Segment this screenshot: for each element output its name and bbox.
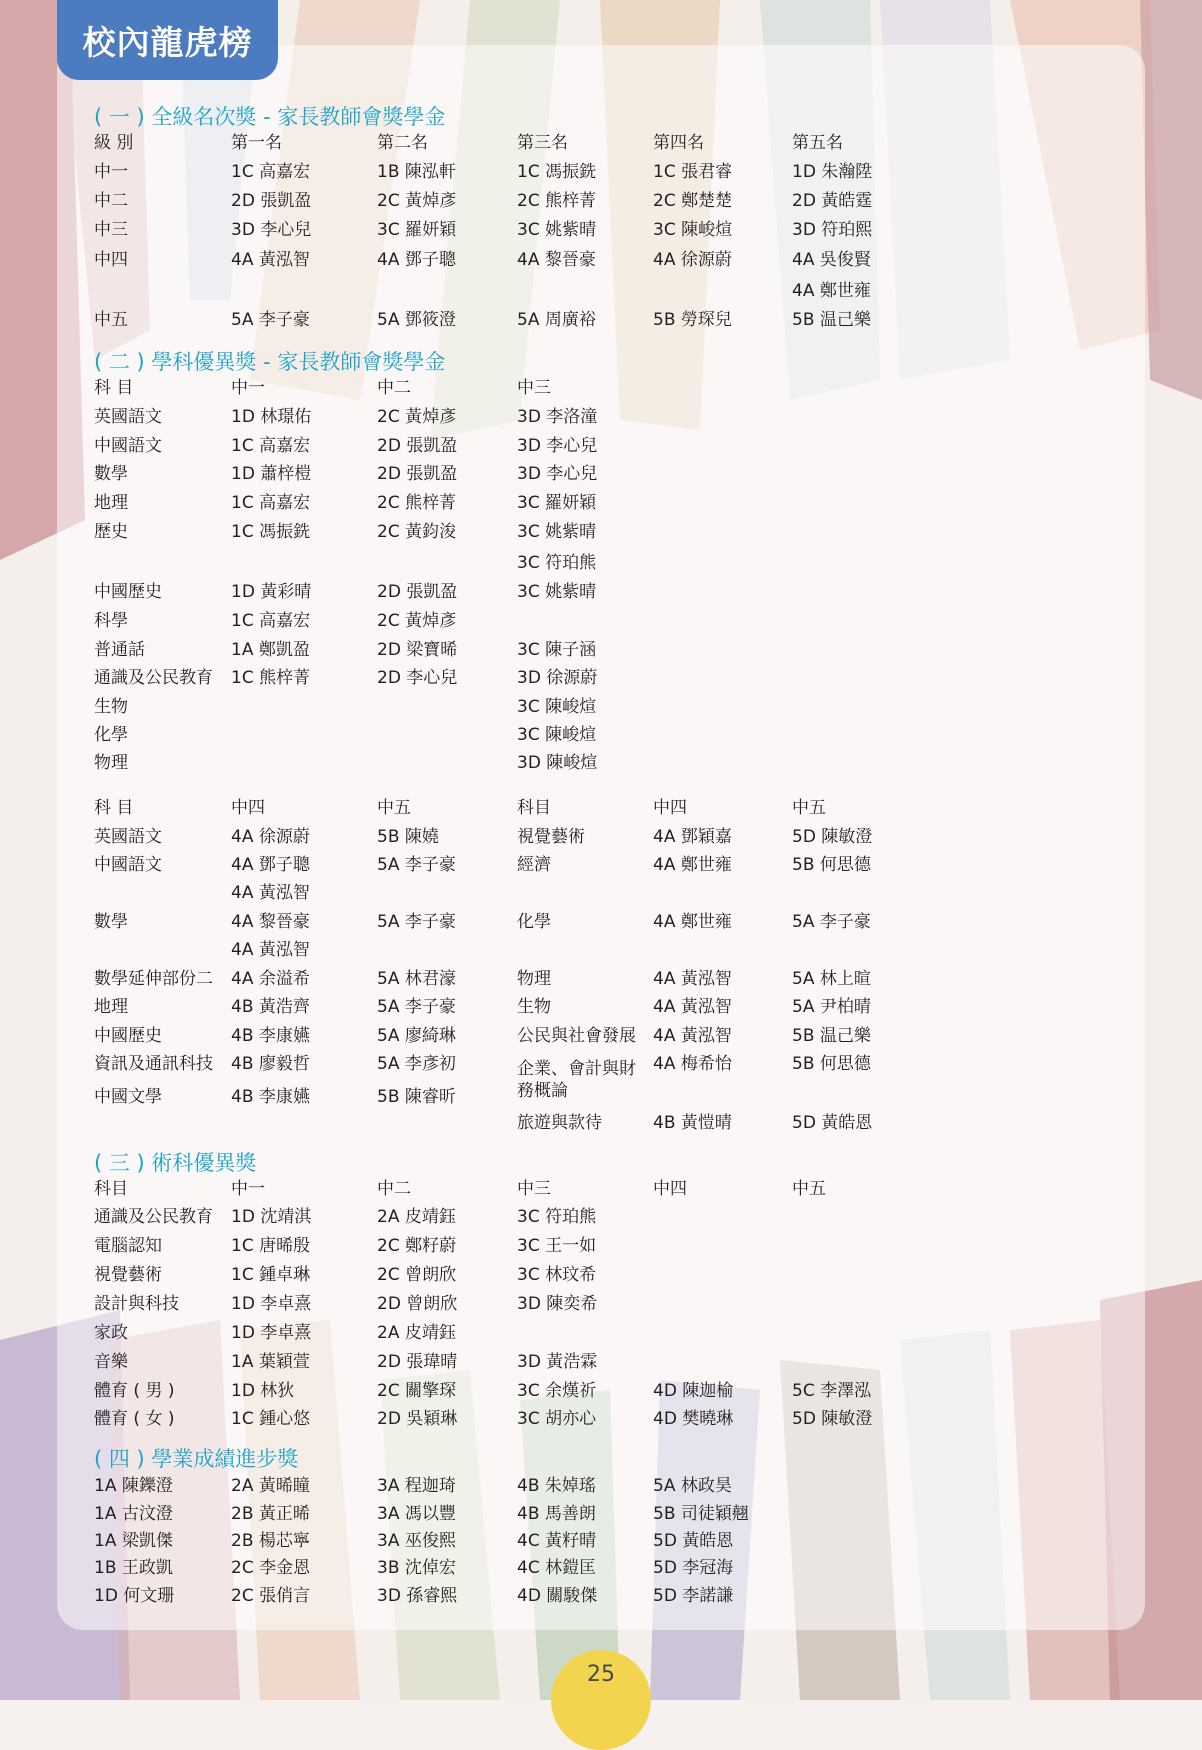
table-cell: 4B 黃浩齊 [231, 997, 310, 1017]
section2b-row [0, 825, 1202, 851]
table-cell: 1A 古汶澄 [94, 1504, 173, 1524]
table-cell: 5B 陳嬈 [377, 827, 439, 847]
table-cell: 4C 黃籽晴 [517, 1531, 597, 1551]
section-heading-3: ( 三 ) 術科優異獎 [94, 1151, 257, 1175]
table-cell: 視覺藝術 [94, 1265, 162, 1285]
table-cell: 2D 張凱盈 [377, 582, 458, 602]
table-cell: 5A 林君濠 [377, 969, 456, 989]
section2a-row [0, 405, 1202, 431]
table-cell: 4A 鄧子聰 [231, 855, 310, 875]
section2b-row [0, 938, 1202, 964]
table-cell: 數學 [94, 912, 128, 932]
section1-row [0, 279, 1202, 305]
column-header: 中四 [231, 798, 265, 818]
table-cell: 數學 [94, 464, 128, 484]
table-cell: 1B 陳泓軒 [377, 162, 456, 182]
table-cell: 2C 張俏言 [231, 1586, 311, 1606]
table-cell: 4A 吳俊賢 [792, 250, 871, 270]
table-cell: 物理 [517, 969, 551, 989]
table-cell: 3B 沈倬宏 [377, 1558, 456, 1578]
table-cell: 5D 黃皓恩 [653, 1531, 734, 1551]
table-cell: 5D 陳敏澄 [792, 1409, 873, 1429]
section3-row [0, 1350, 1202, 1376]
section3-row-header [0, 1177, 1202, 1203]
table-cell: 音樂 [94, 1352, 128, 1372]
table-cell: 5A 李子豪 [792, 912, 871, 932]
column-header: 中四 [653, 1179, 687, 1199]
section2a-row [0, 580, 1202, 606]
table-cell: 生物 [517, 997, 551, 1017]
table-cell: 3D 徐源蔚 [517, 668, 598, 688]
table-cell: 企業、會計與財務概論 [517, 1059, 636, 1101]
table-cell: 3A 馮以豐 [377, 1504, 456, 1524]
section2a-row [0, 723, 1202, 749]
column-header: 中二 [377, 378, 411, 398]
section4-row [0, 1556, 1202, 1582]
table-cell: 旅遊與款待 [517, 1113, 602, 1133]
table-cell: 1D 林狄 [231, 1381, 295, 1401]
column-header: 中三 [517, 1179, 551, 1199]
section-heading-2: ( 二 ) 學科優異獎 - 家長教師會獎學金 [94, 350, 446, 374]
section3-row [0, 1234, 1202, 1260]
column-header: 中四 [653, 798, 687, 818]
table-cell: 視覺藝術 [517, 827, 585, 847]
column-header: 第四名 [653, 133, 704, 153]
table-cell: 2D 張凱盈 [231, 191, 312, 211]
table-cell: 3D 李心兒 [231, 220, 312, 240]
section1-row [0, 308, 1202, 334]
column-header: 中五 [792, 798, 826, 818]
table-cell: 通識及公民教育 [94, 1207, 213, 1227]
table-cell: 體育 ( 男 ) [94, 1381, 175, 1401]
section2a-row [0, 434, 1202, 460]
column-header: 科 目 [94, 378, 134, 398]
table-cell: 1C 馮振銑 [517, 162, 597, 182]
section1-row [0, 160, 1202, 186]
table-cell: 5A 鄧筱澄 [377, 310, 456, 330]
table-cell: 英國語文 [94, 407, 162, 427]
table-cell: 1D 李卓熹 [231, 1294, 312, 1314]
table-cell: 3D 陳峻煊 [517, 753, 598, 773]
table-cell: 2C 黃鈞浚 [377, 522, 457, 542]
table-cell: 2D 曾朗欣 [377, 1294, 458, 1314]
table-cell: 4D 樊曉琳 [653, 1409, 734, 1429]
table-cell: 物理 [94, 753, 128, 773]
table-cell: 生物 [94, 697, 128, 717]
table-cell: 5C 李澤泓 [792, 1381, 872, 1401]
column-header: 中五 [377, 798, 411, 818]
section2a-row [0, 638, 1202, 664]
table-cell: 3C 羅妍穎 [377, 220, 457, 240]
table-cell: 科學 [94, 611, 128, 631]
table-cell: 3D 陳奕希 [517, 1294, 598, 1314]
section2b-row [0, 1111, 1202, 1137]
section3-row [0, 1263, 1202, 1289]
column-header: 第二名 [377, 133, 428, 153]
table-cell: 地理 [94, 997, 128, 1017]
section2b-row [0, 995, 1202, 1021]
section2b-row [0, 853, 1202, 879]
section4-row [0, 1529, 1202, 1555]
table-cell: 4C 林鎧匡 [517, 1558, 597, 1578]
table-cell: 中五 [94, 310, 128, 330]
table-cell: 4A 鄧穎嘉 [653, 827, 732, 847]
section2b-row [0, 1024, 1202, 1050]
table-cell: 5B 何思德 [792, 855, 871, 875]
table-cell: 3C 陳峻煊 [517, 697, 597, 717]
table-cell: 1D 沈靖淇 [231, 1207, 312, 1227]
section2a-row-header [0, 376, 1202, 402]
section4-row [0, 1502, 1202, 1528]
table-cell: 2C 黃焯彥 [377, 611, 457, 631]
table-cell: 2D 張瑋晴 [377, 1352, 458, 1372]
table-cell: 2D 張凱盈 [377, 464, 458, 484]
section1-row [0, 218, 1202, 244]
table-cell: 5B 何思德 [792, 1054, 871, 1074]
table-cell: 2D 梁寶晞 [377, 640, 458, 660]
section3-row [0, 1292, 1202, 1318]
table-cell: 4A 黎晉豪 [231, 912, 310, 932]
table-cell: 1C 熊梓菁 [231, 668, 311, 688]
section2a-row [0, 609, 1202, 635]
table-cell: 3C 符珀熊 [517, 1207, 597, 1227]
table-cell: 3C 羅妍穎 [517, 493, 597, 513]
column-header: 中一 [231, 378, 265, 398]
table-cell: 3D 孫睿熙 [377, 1586, 458, 1606]
table-cell: 1C 高嘉宏 [231, 493, 311, 513]
table-cell: 3A 程迦琦 [377, 1476, 456, 1496]
table-cell: 5B 温己樂 [792, 310, 871, 330]
table-cell: 5D 陳敏澄 [792, 827, 873, 847]
table-cell: 2C 熊梓菁 [517, 191, 597, 211]
table-cell: 2D 李心兒 [377, 668, 458, 688]
section2b-row [0, 910, 1202, 936]
table-cell: 2C 鄭楚楚 [653, 191, 733, 211]
table-cell: 經濟 [517, 855, 551, 875]
table-cell: 3D 李洛潼 [517, 407, 598, 427]
table-cell: 3C 余熯祈 [517, 1381, 597, 1401]
table-cell: 2A 皮靖鈺 [377, 1207, 456, 1227]
section2b-row-header [0, 796, 1202, 822]
table-cell: 1A 梁凱傑 [94, 1531, 173, 1551]
section2a-row [0, 751, 1202, 777]
table-cell: 4A 梅希怡 [653, 1054, 732, 1074]
section3-row [0, 1379, 1202, 1405]
column-header: 第三名 [517, 133, 568, 153]
table-cell: 1D 黃彩晴 [231, 582, 312, 602]
table-cell: 4A 黃泓智 [231, 250, 310, 270]
table-cell: 3C 胡亦心 [517, 1409, 597, 1429]
section2b-row [0, 881, 1202, 907]
table-cell: 4A 余溢希 [231, 969, 310, 989]
table-cell: 4A 黃泓智 [653, 997, 732, 1017]
table-cell: 5B 温己樂 [792, 1026, 871, 1046]
table-cell: 2D 黃皓霆 [792, 191, 873, 211]
table-cell: 1C 高嘉宏 [231, 436, 311, 456]
table-cell: 4B 廖毅哲 [231, 1054, 310, 1074]
table-cell: 1A 葉穎萱 [231, 1352, 310, 1372]
table-cell: 4A 鄭世雍 [653, 855, 732, 875]
table-cell: 4B 朱婥瑤 [517, 1476, 596, 1496]
column-header: 中二 [377, 1179, 411, 1199]
table-cell: 4A 黃泓智 [653, 1026, 732, 1046]
table-cell: 5A 李子豪 [377, 912, 456, 932]
table-cell: 1C 張君睿 [653, 162, 733, 182]
table-cell: 數學延伸部份二 [94, 969, 213, 989]
table-cell: 化學 [517, 912, 551, 932]
table-cell: 4B 黃愷晴 [653, 1113, 732, 1133]
section2a-row [0, 551, 1202, 577]
table-cell: 3D 黃浩霖 [517, 1352, 598, 1372]
section3-row [0, 1407, 1202, 1433]
section2b-row [0, 967, 1202, 993]
section3-row [0, 1205, 1202, 1231]
table-cell: 5A 李子豪 [231, 310, 310, 330]
table-cell: 設計與科技 [94, 1294, 179, 1314]
table-cell: 地理 [94, 493, 128, 513]
table-cell: 中國歷史 [94, 582, 162, 602]
table-cell: 1D 林璟佑 [231, 407, 312, 427]
table-cell: 3C 姚紫晴 [517, 522, 597, 542]
table-cell: 歷史 [94, 522, 128, 542]
table-cell: 2C 黃焯彥 [377, 407, 457, 427]
table-cell: 1C 高嘉宏 [231, 611, 311, 631]
table-cell: 3D 符珀熙 [792, 220, 873, 240]
table-cell: 1D 李卓熹 [231, 1323, 312, 1343]
table-cell: 5A 李子豪 [377, 855, 456, 875]
section-heading-1: ( 一 ) 全級名次獎 - 家長教師會獎學金 [94, 105, 446, 129]
table-cell: 5A 周廣裕 [517, 310, 596, 330]
table-cell: 5D 李冠海 [653, 1558, 734, 1578]
table-cell: 1C 唐晞殷 [231, 1236, 311, 1256]
page-title-tab [57, 0, 278, 80]
table-cell: 5A 尹柏晴 [792, 997, 871, 1017]
table-cell: 1C 高嘉宏 [231, 162, 311, 182]
table-cell: 電腦認知 [94, 1236, 162, 1256]
column-header: 科目 [94, 1179, 128, 1199]
table-cell: 4A 鄧子聰 [377, 250, 456, 270]
table-cell: 4D 關駿傑 [517, 1586, 598, 1606]
table-cell: 3D 李心兒 [517, 464, 598, 484]
table-cell: 1C 馮振銑 [231, 522, 311, 542]
table-cell: 1D 何文珊 [94, 1586, 175, 1606]
table-cell: 3C 林玟希 [517, 1265, 597, 1285]
table-cell: 4A 徐源蔚 [231, 827, 310, 847]
table-cell: 5B 陳睿昕 [377, 1087, 456, 1107]
table-cell: 5A 李子豪 [377, 997, 456, 1017]
table-cell: 3C 陳峻煊 [517, 725, 597, 745]
table-cell: 2C 黃焯彥 [377, 191, 457, 211]
section2a-row [0, 462, 1202, 488]
table-cell: 中三 [94, 220, 128, 240]
section1-row [0, 189, 1202, 215]
table-cell: 1D 蕭梓榿 [231, 464, 312, 484]
table-cell: 4A 鄭世雍 [792, 281, 871, 301]
table-cell: 5D 李諾謙 [653, 1586, 734, 1606]
table-cell: 英國語文 [94, 827, 162, 847]
table-cell: 1C 鍾卓琳 [231, 1265, 311, 1285]
table-cell: 3C 姚紫晴 [517, 582, 597, 602]
section2a-row [0, 695, 1202, 721]
column-header: 中五 [792, 1179, 826, 1199]
table-cell: 3C 陳峻煊 [653, 220, 733, 240]
table-cell: 2C 熊梓菁 [377, 493, 457, 513]
table-cell: 2A 黃晞瞳 [231, 1476, 310, 1496]
table-cell: 體育 ( 女 ) [94, 1409, 175, 1429]
table-cell: 2B 黃正晞 [231, 1504, 310, 1524]
table-cell: 2C 曾朗欣 [377, 1265, 457, 1285]
table-cell: 2B 楊芯寧 [231, 1531, 310, 1551]
section4-row [0, 1474, 1202, 1500]
table-cell: 通識及公民教育 [94, 668, 213, 688]
column-header: 科目 [517, 798, 551, 818]
table-cell: 中四 [94, 250, 128, 270]
table-cell: 3C 陳子涵 [517, 640, 597, 660]
table-cell: 4B 馬善朗 [517, 1504, 596, 1524]
table-cell: 5A 廖綺琳 [377, 1026, 456, 1046]
table-cell: 4D 陳迦榆 [653, 1381, 734, 1401]
table-cell: 3A 巫俊熙 [377, 1531, 456, 1551]
table-cell: 4B 李康嬿 [231, 1026, 310, 1046]
section2a-row [0, 520, 1202, 546]
table-cell: 中國歷史 [94, 1026, 162, 1046]
table-cell: 5D 黃皓恩 [792, 1113, 873, 1133]
table-cell: 3C 符珀熊 [517, 553, 597, 573]
table-cell: 1D 朱瀚陞 [792, 162, 873, 182]
section-heading-4: ( 四 ) 學業成績進步獎 [94, 1447, 299, 1471]
table-cell: 資訊及通訊科技 [94, 1054, 213, 1074]
section4-row [0, 1584, 1202, 1610]
table-cell: 2C 關擎琛 [377, 1381, 457, 1401]
table-cell: 4A 徐源蔚 [653, 250, 732, 270]
table-cell: 2C 李金恩 [231, 1558, 311, 1578]
table-cell: 4A 黃泓智 [231, 940, 310, 960]
section2b-row [0, 1085, 1202, 1111]
table-cell: 5A 林上暄 [792, 969, 871, 989]
table-cell: 4B 李康嬿 [231, 1087, 310, 1107]
table-cell: 公民與社會發展 [517, 1026, 636, 1046]
table-cell: 3C 姚紫晴 [517, 220, 597, 240]
table-cell: 1A 陳鑠澄 [94, 1476, 173, 1496]
table-cell: 中一 [94, 162, 128, 182]
table-cell: 2A 皮靖鈺 [377, 1323, 456, 1343]
table-cell: 普通話 [94, 640, 145, 660]
table-cell: 中國語文 [94, 855, 162, 875]
table-cell: 家政 [94, 1323, 128, 1343]
table-cell: 2C 鄭籽蔚 [377, 1236, 457, 1256]
table-cell: 1B 王政凱 [94, 1558, 173, 1578]
table-cell: 4A 鄭世雍 [653, 912, 732, 932]
section2a-row [0, 491, 1202, 517]
section3-row [0, 1321, 1202, 1347]
page-number: 25 [587, 1662, 615, 1687]
table-cell: 4A 黃泓智 [653, 969, 732, 989]
table-cell: 1A 鄭凱盈 [231, 640, 310, 660]
table-cell: 5A 李彥初 [377, 1054, 456, 1074]
table-cell: 中國語文 [94, 436, 162, 456]
table-cell: 2D 張凱盈 [377, 436, 458, 456]
column-header: 中一 [231, 1179, 265, 1199]
table-cell: 5B 勞琛兒 [653, 310, 732, 330]
page-number-badge [551, 1650, 651, 1750]
section1-row-header [0, 131, 1202, 157]
table-cell: 中國文學 [94, 1087, 162, 1107]
table-cell: 1C 鍾心悠 [231, 1409, 311, 1429]
table-cell: 3C 王一如 [517, 1236, 597, 1256]
table-cell: 中二 [94, 191, 128, 211]
column-header: 科 目 [94, 798, 134, 818]
column-header: 第五名 [792, 133, 843, 153]
table-cell: 4A 黎晉豪 [517, 250, 596, 270]
table-cell: 化學 [94, 725, 128, 745]
table-cell: 5A 林政昊 [653, 1476, 732, 1496]
column-header: 級 別 [94, 133, 134, 153]
column-header: 第一名 [231, 133, 282, 153]
table-cell: 3D 李心兒 [517, 436, 598, 456]
table-cell: 2D 吳穎琳 [377, 1409, 458, 1429]
section1-row [0, 248, 1202, 274]
table-cell: 4A 黃泓智 [231, 883, 310, 903]
section2a-row [0, 666, 1202, 692]
page-title: 校內龍虎榜 [82, 22, 253, 62]
table-cell: 5B 司徒穎翹 [653, 1504, 749, 1524]
column-header: 中三 [517, 378, 551, 398]
